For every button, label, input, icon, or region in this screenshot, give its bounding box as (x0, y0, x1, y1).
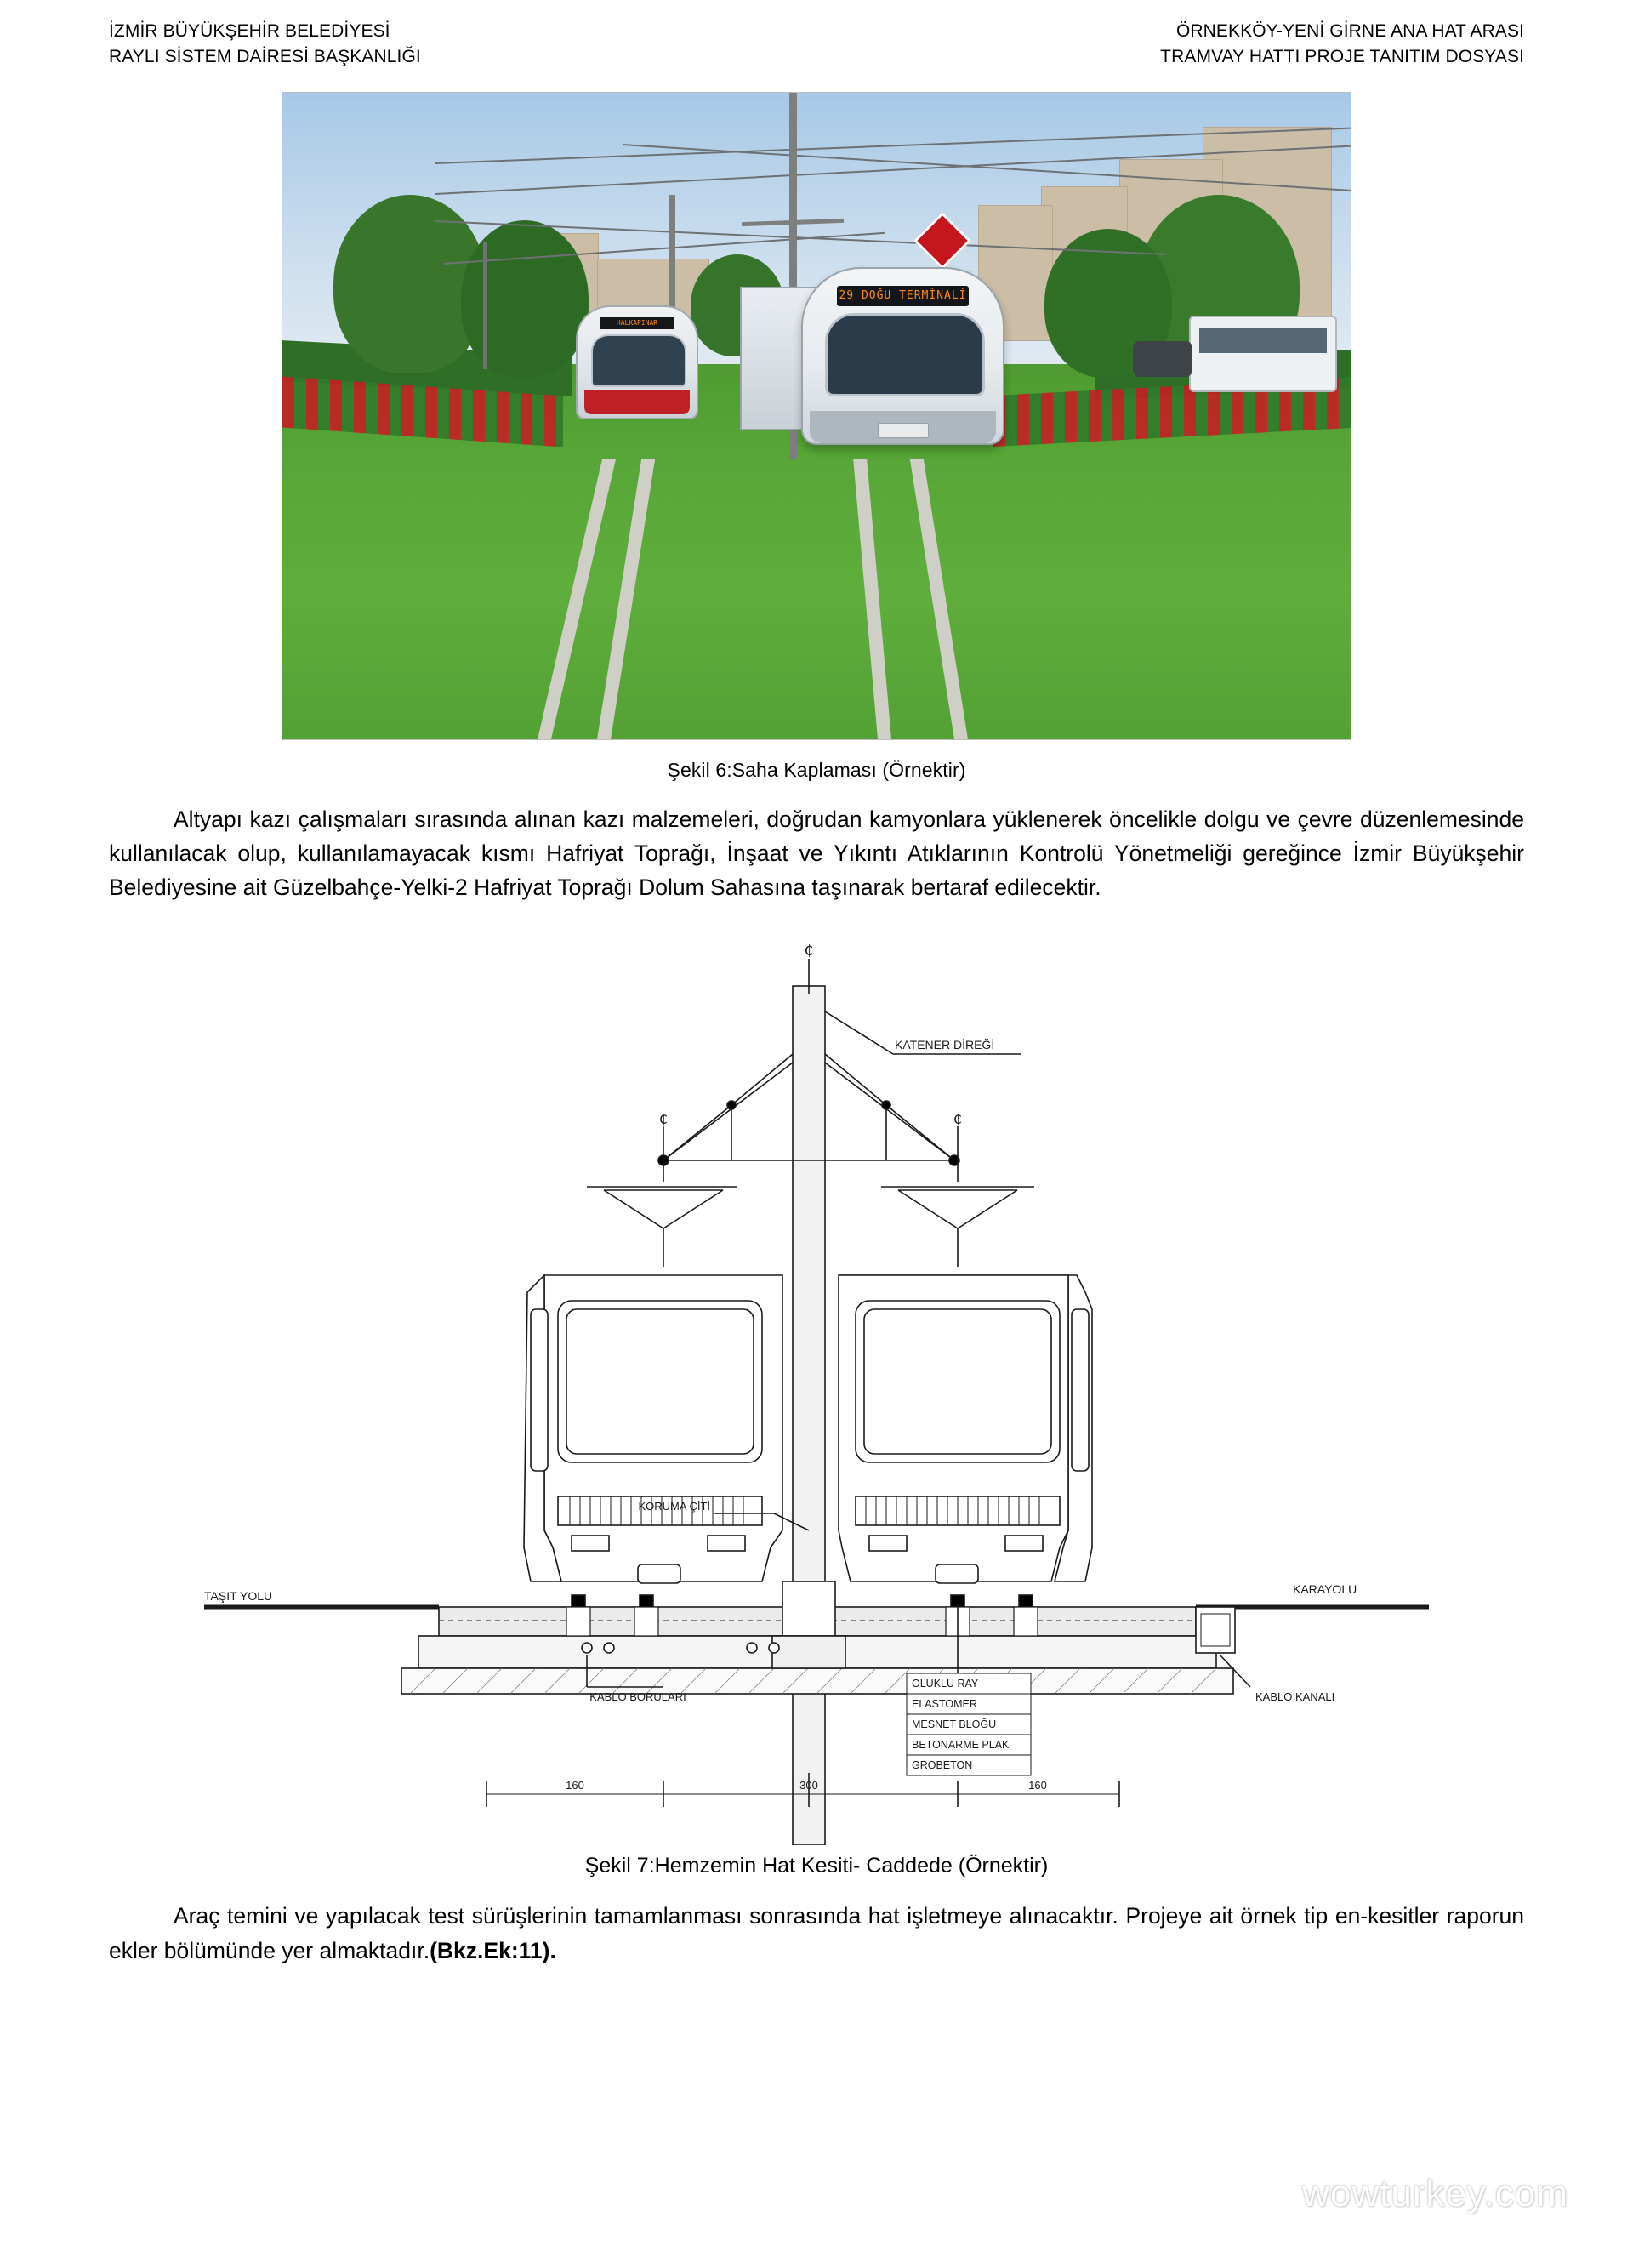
dimension-left: 160 (566, 1779, 584, 1792)
legend-item-0: OLUKLU RAY (912, 1678, 979, 1690)
legend-item-1: ELASTOMER (912, 1698, 977, 1711)
dimension-right: 160 (1028, 1779, 1047, 1792)
legend-item-2: MESNET BLOĞU (912, 1718, 997, 1731)
car-shape (1133, 341, 1192, 377)
figure-7-container (0, 935, 1633, 1845)
label-kablo-kanali: KABLO KANALI (1255, 1690, 1335, 1704)
tram-far-windshield (591, 334, 686, 387)
figure-6-caption: Şekil 6:Saha Kaplaması (Örnektir) (667, 758, 966, 781)
label-katener: KATENER DİREĞİ (895, 1038, 995, 1052)
tree-shape (461, 220, 589, 378)
figure-7-caption: Şekil 7:Hemzemin Hat Kesiti- Caddede (Örnektir) (584, 1854, 1049, 1878)
dimension-center: 300 (799, 1779, 818, 1792)
bus-shape (1189, 316, 1337, 392)
svg-text:₵: ₵ (953, 1111, 963, 1128)
tram-near-vehicle (801, 267, 1004, 445)
tram-near-windshield (825, 313, 985, 396)
tram-far-front-panel (584, 390, 690, 414)
paragraph-excavation (109, 802, 1524, 905)
catenary-pole (483, 242, 487, 369)
label-tasit-yolu: TAŞIT YOLU (204, 1589, 273, 1604)
header-left-block (109, 19, 421, 70)
header-left-line-2: RAYLI SİSTEM DAİRESİ BAŞKANLIĞI (109, 46, 421, 66)
paragraph-excavation-text: Altyapı kazı çalışmaları sırasında alınan kazı malzemeleri, doğrudan kamyonlara yüklenerek öncelikle dolgu ve çevre düzenlemesinde kullanılacak olup, kullanılamayacak kısmı Hafriyat Toprağı, İnşaat ve Yıkıntı Atıklarının Kontrolü Yönetmeliği gereğince İzmir Büyükşehir Belediyesine ait Güzelbahçe-Yelki-2 Hafriyat Toprağı Dolum Sahasına taşınarak bertaraf edilecektir. (109, 806, 1524, 901)
legend-item-3: BETONARME PLAK (912, 1739, 1010, 1752)
tram-near-number-plate (878, 423, 929, 438)
bus-window (1199, 328, 1327, 353)
paragraph-operation-reference: (Bkz.Ek:11). (430, 1937, 556, 1963)
tram-far-destination-display: HALKAPINAR (600, 317, 674, 329)
tram-far-vehicle (576, 305, 698, 419)
paragraph-operation (109, 1899, 1524, 1968)
legend-item-4: GROBETON (912, 1759, 973, 1772)
watermark-text: wowturkey.com (1302, 2173, 1568, 2214)
figure-6-container (0, 92, 1633, 740)
paragraph-operation-text: Araç temini ve yapılacak test sürüşlerinin tamamlanması sonrasında hat işletmeye alınacaktır. Projeye ait örnek tip en-kesitler raporun ekler bölümünde yer almaktadır. (109, 1903, 1524, 1963)
tram-near-destination-display: 29 DOĞU TERMİNALİ (837, 286, 969, 306)
svg-text:₵: ₵ (658, 1111, 669, 1128)
label-kablo-borulari: KABLO BORULARI (589, 1690, 686, 1704)
header-right-line-1: ÖRNEKKÖY-YENİ GİRNE ANA HAT ARASI (1175, 21, 1524, 41)
svg-text:₵: ₵ (804, 943, 814, 960)
label-koruma: KORUMA ÇİTİ (638, 1500, 710, 1513)
header-right-line-2: TRAMVAY HATTI PROJE TANITIM DOSYASI (1160, 46, 1524, 66)
header-left-line-1: İZMİR BÜYÜKŞEHİR BELEDİYESİ (109, 21, 390, 41)
tram-photo (282, 92, 1351, 740)
cross-section-drawing (187, 935, 1446, 1845)
page-header (0, 0, 1633, 70)
header-right-block (1160, 19, 1524, 70)
label-karayolu: KARAYOLU (1293, 1582, 1357, 1597)
